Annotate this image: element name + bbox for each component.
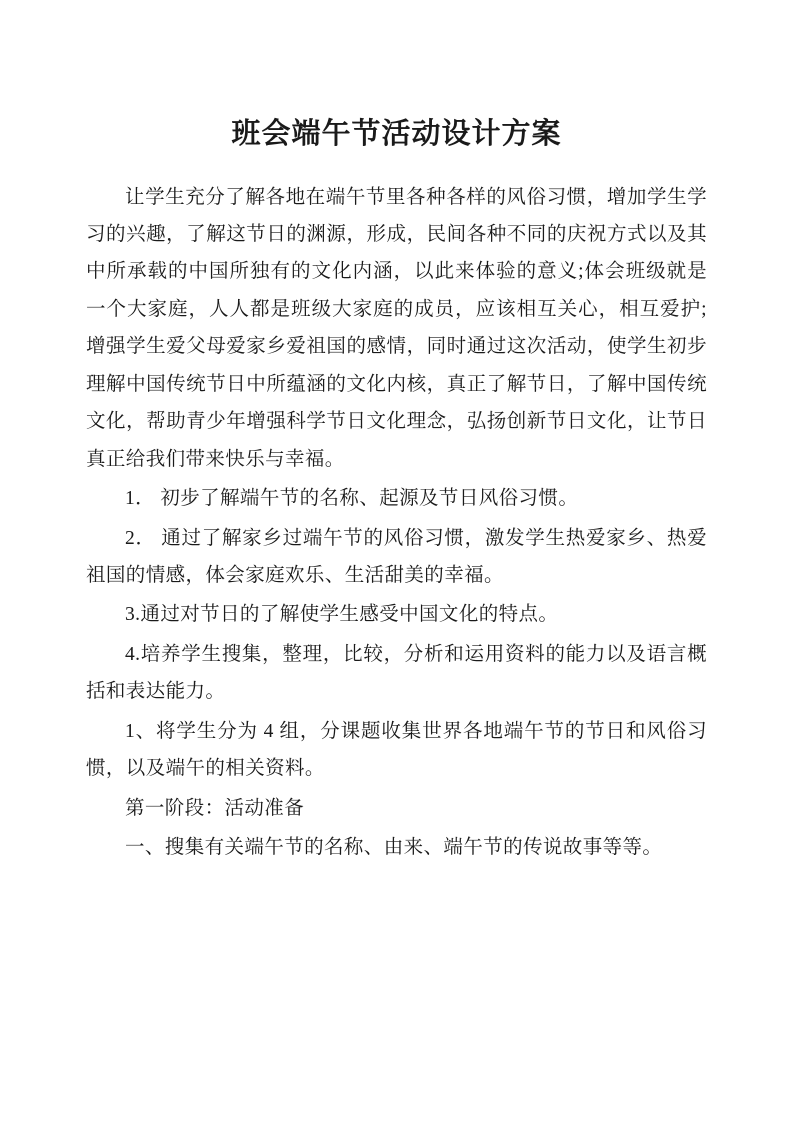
body-paragraph: 一、搜集有关端午节的名称、由来、端午节的传说故事等等。 xyxy=(125,837,663,859)
page-title: 班会端午节活动设计方案 xyxy=(231,118,562,150)
body-paragraph: 2． 通过了解家乡过端午节的风俗习惯，激发学生热爱家乡、热爱祖国的情感，体会家庭欢乐、生活甜美的幸福。 xyxy=(86,527,707,586)
body-paragraph: 1． 初步了解端午节的名称、起源及节日风俗习惯。 xyxy=(125,488,579,510)
body-paragraph: 让学生充分了解各地在端午节里各种各样的风俗习惯，增加学生学习的兴趣，了解这节日的渊源，形成，民间各种不同的庆祝方式以及其中所承载的中国所独有的文化内涵，以此来体验的意义;体会班级就是一个大家庭，人人都是班级大家庭的成员，应该相互关心，相互爱护;增强学生爱父母爱家乡爱祖国的感情，同时通过这次活动，使学生初步理解中国传统节日中所蕴涵的文化内核，真正了解节日，了解中国传统文化，帮助青少年增强科学节日文化理念，弘扬创新节日文化，让节日真正给我们带来快乐与幸福。 xyxy=(86,186,707,470)
body-paragraph: 4.培养学生搜集，整理，比较，分析和运用资料的能力以及语言概括和表达能力。 xyxy=(86,643,707,703)
body-paragraph: 1、将学生分为 4 组，分课题收集世界各地端午节的节日和风俗习惯，以及端午的相关资料。 xyxy=(86,720,707,780)
body-paragraph: 3.通过对节日的了解使学生感受中国文化的特点。 xyxy=(125,604,559,626)
body-paragraph: 第一阶段：活动准备 xyxy=(125,797,305,819)
